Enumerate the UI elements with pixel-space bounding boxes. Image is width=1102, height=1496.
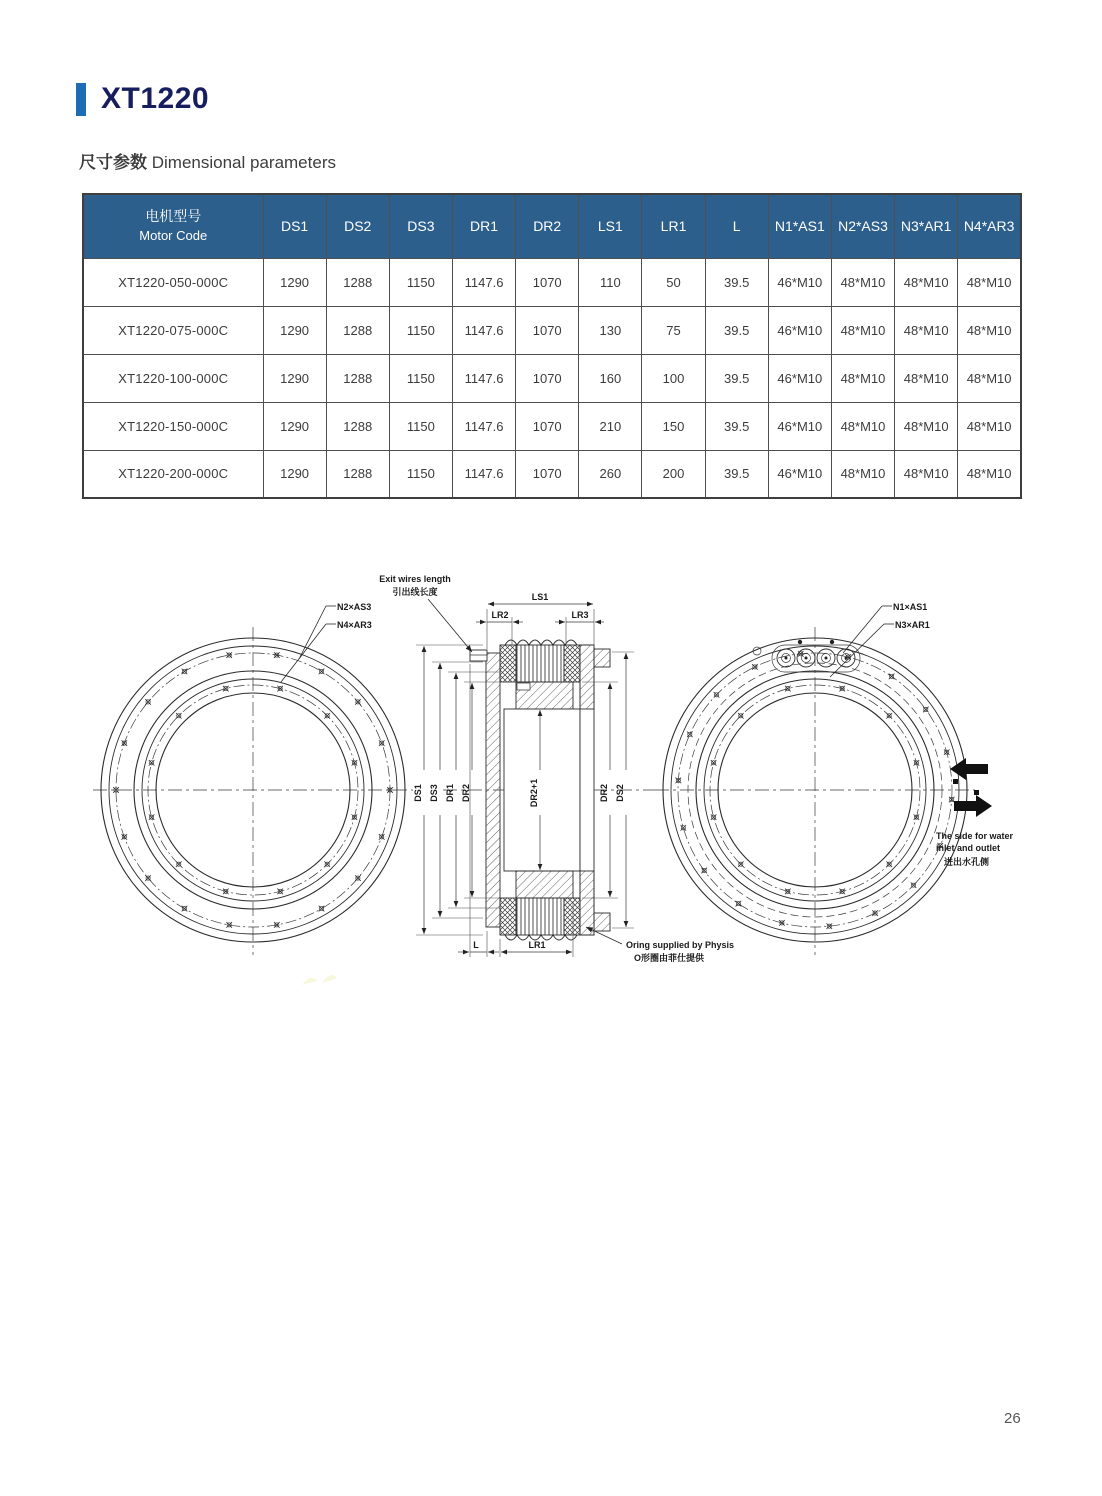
label-n1as1: N1×AS1 xyxy=(893,602,928,612)
value-cell: 1290 xyxy=(263,354,326,402)
oring-note xyxy=(586,927,734,963)
front-view xyxy=(93,602,413,955)
water-side-note xyxy=(936,831,1014,867)
svg-text:LR2: LR2 xyxy=(491,610,509,620)
value-cell: 1150 xyxy=(389,402,452,450)
value-cell: 48*M10 xyxy=(895,306,958,354)
svg-text:LS1: LS1 xyxy=(531,592,549,602)
svg-text:LR3: LR3 xyxy=(571,610,589,620)
value-cell: 1288 xyxy=(326,306,389,354)
rear-view xyxy=(655,602,1014,955)
table-header-cell: N1*AS1 xyxy=(768,194,831,258)
value-cell: 110 xyxy=(579,258,642,306)
value-cell: 48*M10 xyxy=(831,402,894,450)
table-header-cell: LR1 xyxy=(642,194,705,258)
svg-text:Oring supplied by Physis: Oring supplied by Physis xyxy=(626,940,735,950)
svg-text:进出水孔侧: 进出水孔侧 xyxy=(944,857,990,867)
subtitle-zh: 尺寸参数 xyxy=(79,153,147,172)
svg-text:inlet and outlet: inlet and outlet xyxy=(936,843,1000,853)
value-cell: 48*M10 xyxy=(895,402,958,450)
table-header-cell: N2*AS3 xyxy=(831,194,894,258)
technical-drawing xyxy=(0,565,1102,1015)
value-cell: 1290 xyxy=(263,258,326,306)
table-row xyxy=(83,354,1021,402)
dim-lr2 xyxy=(476,610,523,645)
value-cell: 48*M10 xyxy=(958,450,1021,498)
exit-wires-note xyxy=(379,574,472,652)
section-view xyxy=(379,574,734,963)
value-cell: 75 xyxy=(642,306,705,354)
svg-text:L: L xyxy=(473,940,479,950)
value-cell: 1150 xyxy=(389,450,452,498)
table-header-cell: DS3 xyxy=(389,194,452,258)
svg-text:DR2: DR2 xyxy=(599,783,609,803)
value-cell: 150 xyxy=(642,402,705,450)
dim-ls1 xyxy=(487,592,594,649)
value-cell: 1147.6 xyxy=(452,258,515,306)
value-cell: 48*M10 xyxy=(831,354,894,402)
page-title: XT1220 xyxy=(101,82,210,115)
value-cell: 1070 xyxy=(516,354,579,402)
dim-lr3 xyxy=(555,610,604,643)
value-cell: 50 xyxy=(642,258,705,306)
svg-text:DS3: DS3 xyxy=(429,784,439,802)
svg-text:DS1: DS1 xyxy=(413,784,423,802)
value-cell: 1150 xyxy=(389,258,452,306)
value-cell: 48*M10 xyxy=(831,450,894,498)
table-header-cell: DS1 xyxy=(263,194,326,258)
label-n2as3: N2×AS3 xyxy=(337,602,372,612)
value-cell: 1290 xyxy=(263,450,326,498)
watermark-smudge xyxy=(302,975,337,985)
value-cell: 1150 xyxy=(389,306,452,354)
value-cell: 1070 xyxy=(516,402,579,450)
table-row xyxy=(83,450,1021,498)
svg-text:Exit wires length: Exit wires length xyxy=(379,574,451,584)
value-cell: 48*M10 xyxy=(895,450,958,498)
table-header-cell: L xyxy=(705,194,768,258)
value-cell: 48*M10 xyxy=(958,258,1021,306)
value-cell: 130 xyxy=(579,306,642,354)
value-cell: 48*M10 xyxy=(895,258,958,306)
svg-text:DR1: DR1 xyxy=(445,783,455,803)
value-cell: 48*M10 xyxy=(831,306,894,354)
table-header-cell: DR2 xyxy=(516,194,579,258)
svg-text:DS2: DS2 xyxy=(615,784,625,802)
value-cell: 1290 xyxy=(263,306,326,354)
table-header-cell: N3*AR1 xyxy=(895,194,958,258)
value-cell: 46*M10 xyxy=(768,258,831,306)
value-cell: 39.5 xyxy=(705,354,768,402)
value-cell: 1290 xyxy=(263,402,326,450)
table-row xyxy=(83,402,1021,450)
value-cell: 1150 xyxy=(389,354,452,402)
motor-code-cell: XT1220-200-000C xyxy=(83,450,263,498)
value-cell: 39.5 xyxy=(705,306,768,354)
motor-code-cell: XT1220-075-000C xyxy=(83,306,263,354)
motor-code-cell: XT1220-100-000C xyxy=(83,354,263,402)
value-cell: 1147.6 xyxy=(452,450,515,498)
value-cell: 100 xyxy=(642,354,705,402)
water-flow-arrows xyxy=(950,758,992,817)
value-cell: 1070 xyxy=(516,258,579,306)
motor-code-cell: XT1220-050-000C xyxy=(83,258,263,306)
rear-view-labels xyxy=(830,602,930,677)
value-cell: 48*M10 xyxy=(895,354,958,402)
section-subtitle xyxy=(79,148,336,173)
value-cell: 1147.6 xyxy=(452,306,515,354)
table-header-row xyxy=(83,194,1021,258)
title-block xyxy=(76,82,209,116)
value-cell: 1288 xyxy=(326,258,389,306)
table-row xyxy=(83,306,1021,354)
label-n4ar3: N4×AR3 xyxy=(337,620,372,630)
value-cell: 1147.6 xyxy=(452,354,515,402)
value-cell: 48*M10 xyxy=(831,258,894,306)
table-header-cell: LS1 xyxy=(579,194,642,258)
value-cell: 1288 xyxy=(326,402,389,450)
svg-text:DR2+1: DR2+1 xyxy=(529,778,539,808)
value-cell: 48*M10 xyxy=(958,306,1021,354)
svg-text:The side for water: The side for water xyxy=(936,831,1014,841)
table-body xyxy=(83,258,1021,498)
page-number: 26 xyxy=(1004,1410,1021,1427)
motor-code-header: 电机型号 Motor Code xyxy=(83,194,263,258)
table-header-cell: N4*AR3 xyxy=(958,194,1021,258)
value-cell: 39.5 xyxy=(705,402,768,450)
svg-text:DR2: DR2 xyxy=(461,783,471,803)
table-header-cell: DR1 xyxy=(452,194,515,258)
value-cell: 1070 xyxy=(516,450,579,498)
motor-code-cell: XT1220-150-000C xyxy=(83,402,263,450)
value-cell: 1147.6 xyxy=(452,402,515,450)
value-cell: 46*M10 xyxy=(768,402,831,450)
value-cell: 39.5 xyxy=(705,258,768,306)
value-cell: 200 xyxy=(642,450,705,498)
value-cell: 48*M10 xyxy=(958,354,1021,402)
svg-text:LR1: LR1 xyxy=(528,940,546,950)
svg-text:O形圈由菲仕提供: O形圈由菲仕提供 xyxy=(634,953,705,963)
subtitle-en: Dimensional parameters xyxy=(151,153,336,172)
svg-text:引出线长度: 引出线长度 xyxy=(392,587,438,597)
value-cell: 48*M10 xyxy=(958,402,1021,450)
dimensions-table xyxy=(82,193,1022,499)
value-cell: 1070 xyxy=(516,306,579,354)
value-cell: 1288 xyxy=(326,450,389,498)
value-cell: 46*M10 xyxy=(768,450,831,498)
table-row xyxy=(83,258,1021,306)
title-accent-bar xyxy=(76,83,86,116)
value-cell: 160 xyxy=(579,354,642,402)
front-view-labels xyxy=(281,602,372,682)
value-cell: 39.5 xyxy=(705,450,768,498)
value-cell: 46*M10 xyxy=(768,354,831,402)
label-n3ar1: N3×AR1 xyxy=(895,620,930,630)
value-cell: 210 xyxy=(579,402,642,450)
table-header-cell: DS2 xyxy=(326,194,389,258)
value-cell: 260 xyxy=(579,450,642,498)
value-cell: 46*M10 xyxy=(768,306,831,354)
value-cell: 1288 xyxy=(326,354,389,402)
